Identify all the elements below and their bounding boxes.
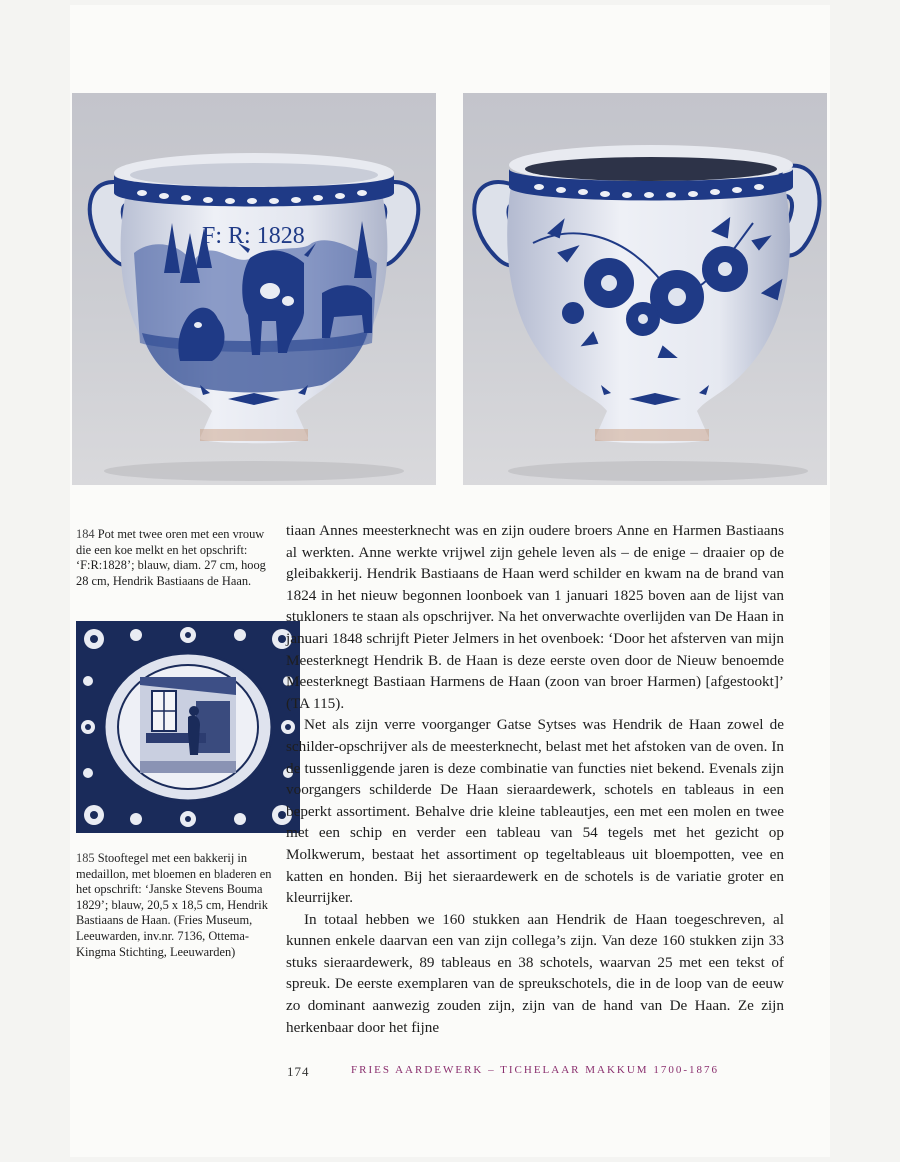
photo-stove-tile-bakery bbox=[76, 621, 300, 833]
caption-figure-184 bbox=[76, 527, 276, 589]
photo-pot-cow-side bbox=[72, 93, 436, 485]
caption-figure-185 bbox=[76, 851, 276, 960]
body-paragraph: In totaal hebben we 160 stukken aan Hendrik de Haan toegeschreven, al kunnen enkele daarvan een van zijn collega’s zijn. Van deze 160 stukken zijn 33 stuks sieraardewerk, 89 tableaus en 38 schotels, waarvan 25 met een tekst of spreuk. De eerste exemplaren van de spreukschotels, die in de loop van de eeuw zo dominant aanwezig zouden zijn, zijn van de hand van De Haan. Ze zijn herkenbaar door het fijne bbox=[286, 910, 784, 1036]
page-footer bbox=[287, 1064, 719, 1080]
caption-number: 184 bbox=[76, 527, 95, 541]
running-title: FRIES AARDEWERK – TICHELAAR MAKKUM 1700-1876 bbox=[351, 1064, 719, 1076]
page-number: 174 bbox=[287, 1064, 310, 1079]
photo-pot-flower-side bbox=[463, 93, 827, 485]
caption-number: 185 bbox=[76, 851, 95, 865]
caption-text: Stooftegel met een bakkerij in medaillon, met bloemen en bladeren en het opschrift: ‘Janske Stevens Bouma 1829’; blauw, 20,5 x 18,5 cm, Hendrik Bastiaans de Haan. (Fries Museum, Leeuwarden, inv.nr. 7136, Ottema-Kingma Stichting, Leeuwarden) bbox=[76, 851, 272, 959]
caption-text: Pot met twee oren met een vrouw die een koe melkt en het opschrift: ‘F:R:1828’; blauw, diam. 27 cm, hoog 28 cm, Hendrik Bastiaans de Haan. bbox=[76, 527, 266, 588]
body-paragraph: Net als zijn verre voorganger Gatse Sytses was Hendrik de Haan zowel de schilder-opschrijver als de meesterknecht, belast met het afstoken van de oven. In de tussenliggende jaren is deze combinatie van functies niet bekend. Evenals zijn voorgangers schilderde De Haan sieraardewerk, schotels en tableaus in een beperkt assortiment. Behalve drie kleine tableautjes, een met een molen en twee met een schip en verder een tableau van 54 tegels met het gezicht op Molkwerum, bestaat het assortiment op tegeltableaus uit bloempotten, vee en katten en honden. Bij het sieraardewerk en de schotels is de variatie groter en kleurrijker. bbox=[286, 716, 784, 907]
pot-inscription: F: R: 1828 bbox=[202, 223, 305, 249]
body-text bbox=[286, 520, 784, 1038]
body-paragraph: tiaan Annes meesterknecht was en zijn oudere broers Anne en Harmen Bastiaans al werkten. Anne werkte vrijwel zijn gehele leven als – de enige – draaier op de gleibakkerij. Hendrik Bastiaans de Haan werd schilder en kwam na de brand van 1824 in het nieuw begonnen loonboek van 1 januari 1825 boven aan de lijst van stukloners te staan als opschrijver. Na het onverwachte overlijden van De Haan in januari 1848 schrijft Pieter Jelmers in het ovenboek: ‘Door het afsterven van mijn Meesterknegt Hendrik B. de Haan is deze eerste oven door de Nieuw benoemde Meesterknegt Bastiaan Harmens de Haan (zoon van broer Harmen) [afgestookt]’ (TA 115). bbox=[286, 522, 784, 712]
